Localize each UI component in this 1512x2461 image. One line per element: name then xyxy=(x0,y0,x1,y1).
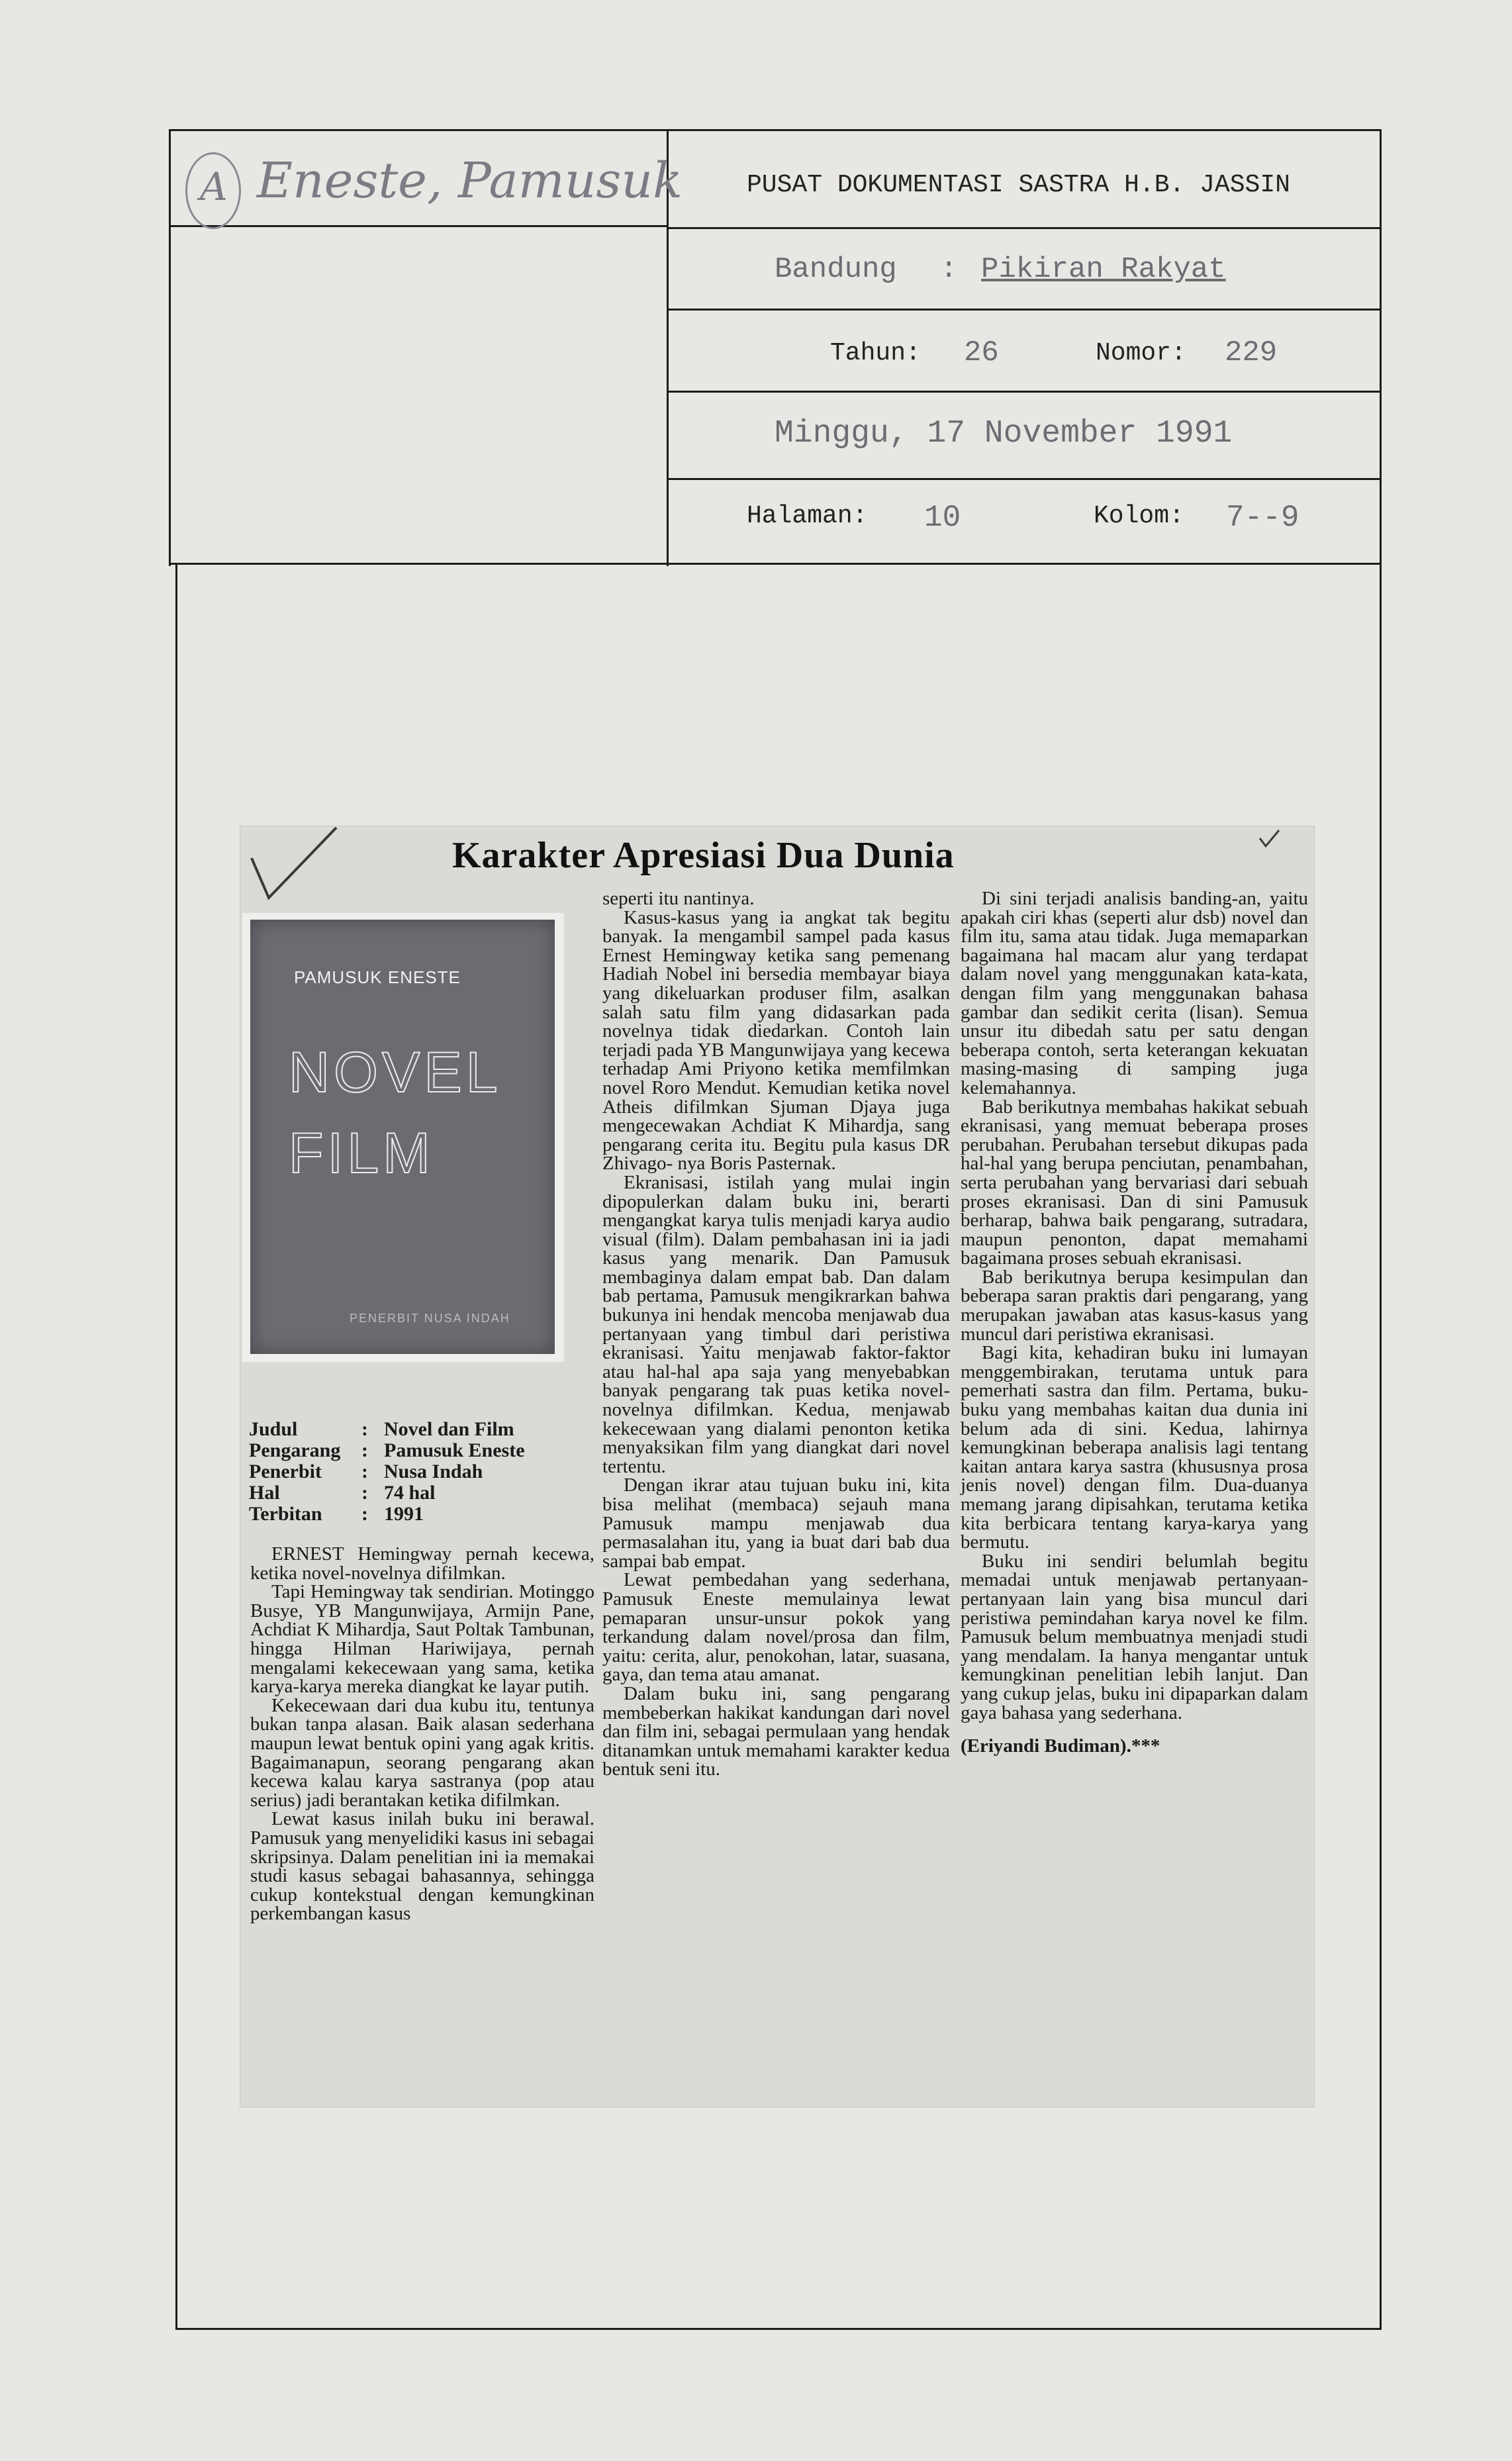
handwritten-note: Eneste, Pamusuk xyxy=(257,152,683,209)
info-label: Judul xyxy=(249,1418,298,1440)
article-column-3 xyxy=(961,889,1308,1756)
paragraph: Di sini terjadi analisis banding-an, yaitu apakah ciri khas (seperti alur dsb) novel dan film itu, sama atau tidak. Juga memaparkan bagaimana hal macam alur yang terdapat dalam novel yang menggunakan kata-kata, dengan film yang menggunakan bahasa gambar dan sedikit cerita (lisan). Semua unsur itu dibedah satu per satu dengan beberapa contoh, serta keterangan kekuatan masing-masing di samping juga kelemahannya. xyxy=(961,888,1308,1098)
city: Bandung xyxy=(775,253,897,286)
city-separator: : xyxy=(940,253,958,286)
article-signature: (Eriyandi Budiman).*** xyxy=(961,1735,1160,1757)
info-row-year xyxy=(249,1504,525,1525)
info-value: 74 hal xyxy=(384,1482,436,1504)
info-value: Nusa Indah xyxy=(384,1461,483,1482)
paragraph: Lewat pembedahan yang sederhana, Pamusuk Eneste memulainya lewat pemaparan unsur-unsur pokok yang terkandung dalam novel/prosa dan film, yaitu: cerita, alur, penokohan, latar, suasana, gaya, dan tema atau amanat. xyxy=(602,1569,950,1686)
info-row-pages xyxy=(249,1482,525,1504)
cover-title-line2: FILM xyxy=(289,1122,434,1185)
info-label: Terbitan xyxy=(249,1503,322,1525)
info-sep: : xyxy=(361,1461,368,1482)
cover-author: PAMUSUK ENESTE xyxy=(294,967,461,987)
paragraph: ERNEST Hemingway pernah kecewa, ketika novel-novelnya difilmkan. xyxy=(250,1543,594,1584)
info-row-author xyxy=(249,1440,525,1461)
paragraph: seperti itu nantinya. xyxy=(602,888,755,909)
article-headline: Karakter Apresiasi Dua Dunia xyxy=(452,835,955,876)
paragraph: Buku ini sendiri belumlah begitu memadai untuk menjawab pertanyaan-pertanyaan lain yang bisa muncul dari peristiwa pemindahan karya novel ke film. Pamusuk belum membuatnya menjadi studi yang mendalam. Ia hanya mengantar untuk kemungkinan penelitian lebih lanjut. Dan yang cukup jelas, buku ini dipaparkan dalam gaya bahasa yang sederhana. xyxy=(961,1550,1308,1723)
paragraph: Dalam buku ini, sang pengarang membeberkan hakikat kandungan dari novel dan film ini, sebagai permulaan yang hendak ditanamkan untuk memahami karakter kedua bentuk seni itu. xyxy=(602,1682,950,1780)
newspaper-name: Pikiran Rakyat xyxy=(981,253,1226,286)
info-sep: : xyxy=(361,1482,368,1504)
info-value: Pamusuk Eneste xyxy=(384,1439,525,1461)
publication-date: Minggu, 17 November 1991 xyxy=(775,416,1233,452)
book-info xyxy=(249,1419,525,1525)
info-sep: : xyxy=(361,1418,368,1440)
paragraph: Lewat kasus inilah buku ini berawal. Pamusuk yang menyelidiki kasus ini sebagai skripsinya. Dalam penelitian ini ia memakai studi kasus sebagai bahasannya, sehingga cukup kontekstual dengan kemungkinan perkembangan kasus xyxy=(250,1808,594,1925)
year-value: 26 xyxy=(964,336,999,369)
cover-publisher: PENERBIT NUSA INDAH xyxy=(350,1312,510,1325)
paragraph: Kekecewaan dari dua kubu itu, tentunya bukan tanpa alasan. Baik alasan sederhana maupun lewat bentuk opini yang agak kritis. Bagaimanapun, seorang pengarang akan kecewa kalau karya sastranya (pop atau serius) jadi berantakan ketika difilmkan. xyxy=(250,1694,594,1811)
column-label: Kolom: xyxy=(1094,502,1184,530)
paragraph: Dengan ikrar atau tujuan buku ini, kita bisa melihat (membaca) sejauh mana Pamusuk mampu menjawab dua permasalahan itu, yang ia buat dari bab dua sampai bab empat. xyxy=(602,1474,950,1572)
article-column-2 xyxy=(602,889,950,1779)
page-value: 10 xyxy=(924,501,961,535)
info-value: 1991 xyxy=(384,1503,424,1525)
column-value: 7--9 xyxy=(1226,501,1299,535)
info-label: Hal xyxy=(249,1482,280,1504)
info-value: Novel dan Film xyxy=(384,1418,514,1440)
info-label: Penerbit xyxy=(249,1461,322,1482)
paragraph: Kasus-kasus yang ia angkat tak begitu banyak. Ia mengambil sampel pada kasus Ernest Hemingway ketika sang pemenang Hadiah Nobel ini bersedia membayar biaya yang dikeluarkan produser film, asalkan salah satu film yang didasarkan pada novelnya tidak diedarkan. Contoh lain terjadi pada YB Mangunwijaya yang kecewa terhadap Ami Priyono ketika memfilmkan novel Roro Mendut. Kemudian ketika novel Atheis difilmkan Sjuman Djaya juga mengecewakan Achdiat K Mihardja, sang pengarang cerita itu. Begitu pula kasus DR Zhivago- nya Boris Pasternak. xyxy=(602,906,950,1175)
paragraph: Bab berikutnya membahas hakikat sebuah ekranisasi, yang memuat beberapa proses perubahan. Perubahan tersebut dikupas pada hal-hal yang berupa penciutan, penambahan, serta perubahan yang bervariasi dari sebuah proses ekranisasi. Dan di sini Pamusuk berharap, bahwa baik pengarang, sutradara, maupun penonton, dapat memahami bagaimana proses sebuah ekranisasi. xyxy=(961,1096,1308,1269)
archive-title: PUSAT DOKUMENTASI SASTRA H.B. JASSIN xyxy=(747,171,1290,199)
page-label: Halaman: xyxy=(747,502,868,530)
cover-title-line1: NOVEL xyxy=(289,1041,502,1104)
number-label: Nomor: xyxy=(1096,339,1186,367)
info-row-publisher xyxy=(249,1461,525,1482)
paragraph: Tapi Hemingway tak sendirian. Motinggo Busye, YB Mangunwijaya, Armijn Pane, Achdiat K Mihardja, Saut Poltak Tambunan, hingga Hilman Hariwijaya, pernah mengalami kekecewaan yang sama, ketika karya-karya mereka diangkat ke layar putih. xyxy=(250,1581,594,1698)
newspaper-clipping xyxy=(240,826,1314,2107)
paragraph: Ekranisasi, istilah yang mulai ingin dipopulerkan dalam buku ini, berarti mengangkat karya tulis menjadi karya audio visual (film). Dalam pembahasan ini ia jadi kasus yang menarik. Dan Pamusuk membaginya dalam empat bab. Dan dalam bab pertama, Pamusuk mengikrarkan bahwa bukunya ini hendak mencoba menjawab dua pertanyaan yang timbul dari peristiwa ekranisasi. Yaitu menjawab faktor-faktor atau hal-hal apa saja yang menyebabkan banyak pengarang tak puas ketika novel-novelnya difilmkan. Kedua, menjawab kekecewaan yang dialami penonton ketika menyaksikan film yang diangkat dari novel tertentu. xyxy=(602,1171,950,1477)
info-sep: : xyxy=(361,1439,368,1461)
paragraph: Bab berikutnya berupa kesimpulan dan beberapa saran praktis dari pengarang, yang merupakan jawaban atas kasus-kasus yang muncul dari peristiwa ekranisasi. xyxy=(961,1266,1308,1345)
article-column-1 xyxy=(250,1545,594,1923)
number-value: 229 xyxy=(1225,336,1278,369)
info-sep: : xyxy=(361,1503,368,1525)
paragraph: Bagi kita, kehadiran buku ini lumayan menggembirakan, terutama untuk para pemerhati sastra dan film. Pertama, buku-buku yang membahas kaitan dua dunia ini belum ada di sini. Kedua, lahirnya kemungkinan beberapa analisis lagi tentang kaitan antara karya sastra (khususnya prosa jenis novel) dengan film. Dua-duanya memang jarang dipisahkan, terutama ketika kita berbicara tentang karya-karya yang bermutu. xyxy=(961,1342,1308,1553)
circle-mark-letter: A xyxy=(200,164,228,209)
info-label: Pengarang xyxy=(249,1439,341,1461)
book-cover-image xyxy=(250,920,555,1354)
small-checkmark-icon xyxy=(1256,826,1283,853)
info-row-title xyxy=(249,1419,525,1440)
book-cover xyxy=(242,913,564,1362)
checkmark-icon xyxy=(244,824,343,910)
year-label: Tahun: xyxy=(830,339,921,367)
